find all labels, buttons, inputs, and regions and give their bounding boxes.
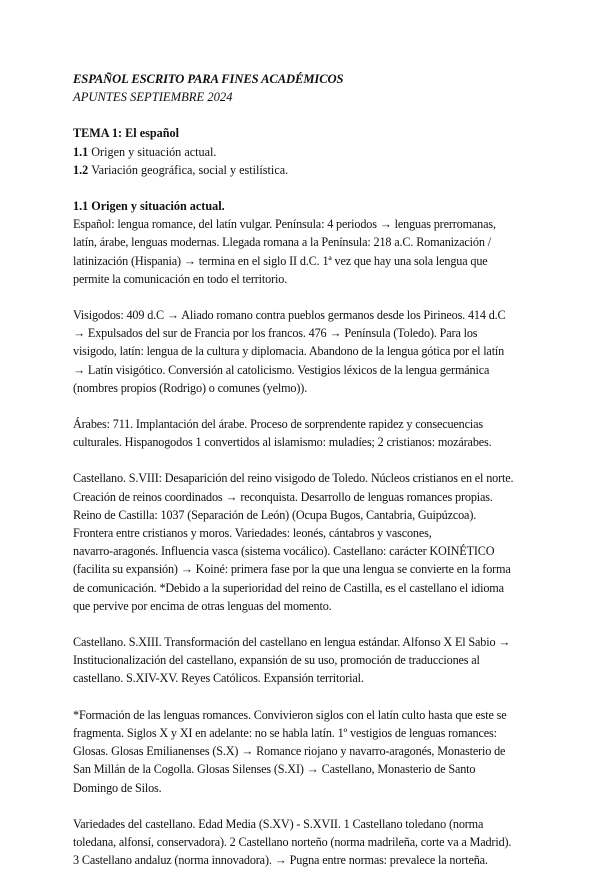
paragraph	[73, 415, 533, 451]
toc-item	[73, 143, 533, 161]
text-line: Domingo de Silos.	[73, 780, 162, 795]
text-line: *Formación de las lenguas romances. Convivieron siglos con el latín culto hasta que este se	[73, 707, 507, 722]
paragraph	[73, 215, 533, 288]
text-line: navarro-aragonés. Influencia vasca (sistema vocálico). Castellano: carácter KOINÉTICO	[73, 544, 495, 559]
paragraph	[73, 469, 533, 615]
document-subtitle: APUNTES SEPTIEMBRE 2024	[73, 90, 233, 105]
text-line: Frontera entre cristianos y moros. Variedades: leonés, cántabros y vascones,	[73, 526, 432, 541]
toc-item-label: Origen y situación actual.	[91, 144, 217, 159]
toc-item	[73, 161, 533, 179]
text-line: Variedades del castellano. Edad Media (S.XV) - S.XVII. 1 Castellano toledano (norma	[73, 816, 484, 831]
text-line: → Latín visigótico. Conversión al catolicismo. Vestigios léxicos de la lengua germánica	[73, 362, 490, 377]
text-line: → Expulsados del sur de Francia por los francos. 476 → Península (Toledo). Para los	[73, 326, 478, 341]
paragraph	[73, 706, 533, 797]
text-line: latín, árabe, lenguas modernas. Llegada romana a la Península: 218 a.C. Romanización /	[73, 235, 491, 250]
text-line: San Millán de la Cogolla. Glosas Silenses (S.XI) → Castellano, Monasterio de Santo	[73, 762, 476, 777]
toc-item-number: 1.2	[73, 162, 89, 177]
text-line: Castellano. S.VIII: Desaparición del reino visigodo de Toledo. Núcleos cristianos en el norte.	[73, 471, 514, 486]
text-line: fragmenta. Siglos X y XI en adelante: no se habla latín. 1º vestigios de lenguas romances:	[73, 725, 497, 740]
text-line: visigodo, latín: lengua de la cultura y diplomacia. Abandono de la lengua gótica por el latín	[73, 344, 505, 359]
section-heading: 1.1 Origen y situación actual.	[73, 199, 225, 214]
text-line: castellano. S.XIV-XV. Reyes Católicos. Expansión territorial.	[73, 671, 364, 686]
text-line: (nombres propios (Rodrigo) o comunes (yelmo)).	[73, 380, 308, 395]
text-line: latinización (Hispania) → termina en el siglo II d.C. 1ª vez que hay una sola lengua que	[73, 253, 488, 268]
text-line: Visigodos: 409 d.C → Aliado romano contra pueblos germanos desde los Pirineos. 414 d.C	[73, 308, 506, 323]
body-text	[73, 215, 533, 869]
paragraph	[73, 633, 533, 688]
text-line: Reino de Castilla: 1037 (Separación de León) (Ocupa Bugos, Cantabria, Guipúzcoa).	[73, 507, 477, 522]
text-line: 3 Castellano andaluz (norma innovadora). → Pugna entre normas: prevalece la norteña.	[73, 853, 488, 868]
tema-heading: TEMA 1: El español	[73, 126, 179, 141]
text-line: (facilita su expansión) → Koiné: primera fase por la que una lengua se convierte en la forma	[73, 562, 511, 577]
paragraph	[73, 815, 533, 870]
text-line: Institucionalización del castellano, expansión de su uso, promoción de traducciones al	[73, 653, 480, 668]
document-title: ESPAÑOL ESCRITO PARA FINES ACADÉMICOS	[73, 72, 344, 86]
text-line: permite la comunicación en todo el territorio.	[73, 271, 288, 286]
text-line: Árabes: 711. Implantación del árabe. Proceso de sorprendente rapidez y consecuencias	[73, 417, 483, 432]
text-line: culturales. Hispanogodos 1 convertidos al islamismo: muladíes; 2 cristianos: mozárabes.	[73, 435, 492, 450]
text-line: Creación de reinos coordinados → reconquista. Desarrollo de lenguas romances propias.	[73, 489, 493, 504]
text-line: Glosas. Glosas Emilianenses (S.X) → Romance riojano y navarro-aragonés, Monasterio de	[73, 744, 506, 759]
text-line: Español: lengua romance, del latín vulgar. Península: 4 periodos → lenguas prerromanas,	[73, 217, 496, 232]
text-line: Castellano. S.XIII. Transformación del castellano en lengua estándar. Alfonso X El Sabio →	[73, 635, 511, 650]
document-page	[73, 70, 533, 887]
toc-item-number: 1.1	[73, 144, 89, 159]
paragraph	[73, 306, 533, 397]
text-line: de comunicación. *Debido a la superioridad del reino de Castilla, es el castellano el idioma	[73, 580, 504, 595]
text-line: que pervive por encima de otras lenguas del momento.	[73, 598, 332, 613]
text-line: toledana, alfonsí, conservadora). 2 Castellano norteño (norma madrileña, corte va a Madrid).	[73, 834, 512, 849]
toc-item-label: Variación geográfica, social y estilística.	[91, 162, 289, 177]
